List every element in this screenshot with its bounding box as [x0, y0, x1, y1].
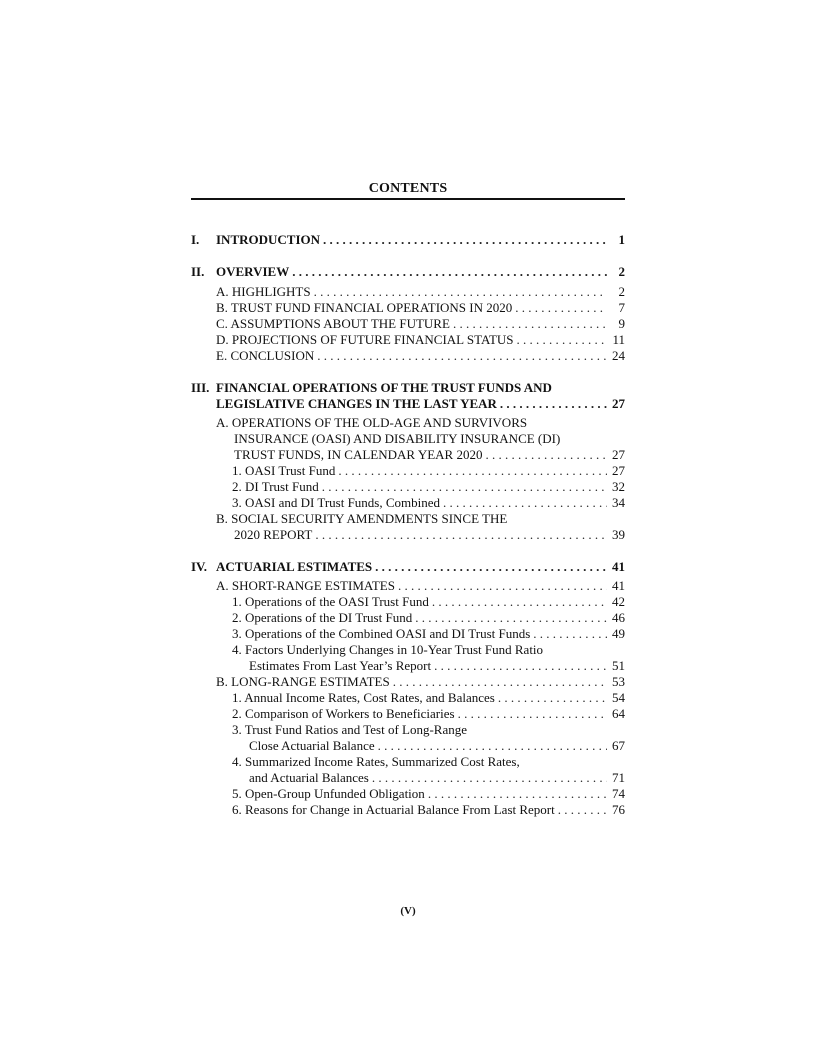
dot-leader: [322, 479, 607, 495]
dot-leader: [315, 527, 607, 543]
entry-title: 2. Comparison of Workers to Beneficiaries: [232, 706, 455, 721]
page-number: 2: [618, 264, 625, 279]
title-rule: [191, 198, 625, 200]
toc-entry-short-range-estimates[interactable]: [191, 578, 625, 594]
entry-title-continued: and Actuarial Balances: [249, 770, 369, 785]
page-number: 27: [612, 463, 625, 478]
page-number: 2: [618, 284, 625, 299]
entry-title: 3. Operations of the Combined OASI and DI Trust Funds: [232, 626, 531, 641]
dot-leader: [415, 610, 607, 626]
entry-title: 1. Annual Income Rates, Cost Rates, and Balances: [232, 690, 495, 705]
entry-title: INTRODUCTION: [216, 232, 321, 247]
toc-entry-reasons-for-change[interactable]: [191, 802, 625, 818]
toc-entry-oasi-operations[interactable]: [191, 594, 625, 610]
entry-title: 5. Open-Group Unfunded Obligation: [232, 786, 425, 801]
entry-title: 3. Trust Fund Ratios and Test of Long-Range: [232, 722, 468, 737]
toc-entry-factors-title[interactable]: [191, 642, 625, 658]
entry-title: B. TRUST FUND FINANCIAL OPERATIONS IN 2020: [216, 300, 513, 315]
entry-title: A. SHORT-RANGE ESTIMATES: [216, 578, 395, 593]
page-number: 42: [612, 594, 625, 609]
page-number: 49: [612, 626, 625, 641]
toc-entry-assumptions[interactable]: [191, 316, 625, 332]
page-number: 11: [612, 332, 625, 347]
entry-title: B. SOCIAL SECURITY AMENDMENTS SINCE THE: [216, 511, 508, 526]
dot-leader: [378, 738, 607, 754]
toc-entry-financial-operations-title[interactable]: [191, 380, 625, 396]
page-number: 32: [612, 479, 625, 494]
toc-entry-amendments[interactable]: [191, 527, 625, 543]
page-number: 27: [612, 447, 625, 462]
toc-entry-projections[interactable]: [191, 332, 625, 348]
dot-leader: [323, 232, 607, 248]
dot-leader: [375, 559, 607, 575]
entry-title: E. CONCLUSION: [216, 348, 315, 363]
toc-entry-financial-operations[interactable]: [191, 396, 625, 412]
dot-leader: [314, 284, 607, 300]
entry-title: 6. Reasons for Change in Actuarial Balance From Last Report: [232, 802, 555, 817]
dot-leader: [517, 332, 607, 348]
toc-entry-summarized-rates-title[interactable]: [191, 754, 625, 770]
dot-leader: [434, 658, 607, 674]
entry-title-continued: 2020 REPORT: [234, 527, 313, 542]
section-number: III.: [191, 380, 210, 395]
page-number: 51: [612, 658, 625, 673]
dot-leader: [292, 264, 607, 280]
toc-entry-oasi-di-combined[interactable]: [191, 495, 625, 511]
page-number: 41: [612, 578, 625, 593]
toc-entry-long-range-estimates[interactable]: [191, 674, 625, 690]
page-number: 39: [612, 527, 625, 542]
entry-title: 4. Summarized Income Rates, Summarized Cost Rates,: [232, 754, 520, 769]
page-number: 76: [612, 802, 625, 817]
toc-entry-di-operations[interactable]: [191, 610, 625, 626]
dot-leader: [498, 690, 607, 706]
dot-leader: [317, 348, 607, 364]
entry-title-continued: Estimates From Last Year’s Report: [249, 658, 432, 673]
entry-title: 1. OASI Trust Fund: [232, 463, 336, 478]
page-number: 34: [612, 495, 625, 510]
toc-entry-summarized-rates[interactable]: [191, 770, 625, 786]
entry-title: C. ASSUMPTIONS ABOUT THE FUTURE: [216, 316, 450, 331]
toc-entry-amendments-title[interactable]: [191, 511, 625, 527]
entry-title-continued: INSURANCE (OASI) AND DISABILITY INSURANCE (DI): [234, 431, 561, 446]
page-title: CONTENTS: [368, 181, 448, 196]
toc-entry-introduction[interactable]: [191, 232, 625, 248]
page-number: 9: [618, 316, 625, 331]
toc-entry-trust-fund-ratios[interactable]: [191, 738, 625, 754]
entry-title: A. HIGHLIGHTS: [216, 284, 311, 299]
dot-leader: [515, 300, 607, 316]
page-number: 64: [612, 706, 625, 721]
dot-leader: [432, 594, 607, 610]
entry-title: OVERVIEW: [216, 264, 290, 279]
entry-title-continued: LEGISLATIVE CHANGES IN THE LAST YEAR: [216, 396, 497, 411]
dot-leader: [443, 495, 607, 511]
toc-entry-di-trust-fund[interactable]: [191, 479, 625, 495]
section-number: II.: [191, 264, 205, 279]
section-number: I.: [191, 232, 200, 247]
toc-entry-overview[interactable]: [191, 264, 625, 280]
page-folio: (V): [400, 905, 416, 917]
page-number: 41: [612, 559, 625, 574]
toc-entry-annual-rates[interactable]: [191, 690, 625, 706]
toc-entry-trust-fund-ratios-title[interactable]: [191, 722, 625, 738]
entry-title-continued: Close Actuarial Balance: [249, 738, 375, 753]
dot-leader: [485, 447, 607, 463]
page-number: 54: [612, 690, 625, 705]
entry-title: 4. Factors Underlying Changes in 10-Year Trust Fund Ratio: [232, 642, 544, 657]
dot-leader: [398, 578, 607, 594]
dot-leader: [453, 316, 607, 332]
toc-entry-highlights[interactable]: [191, 284, 625, 300]
dot-leader: [533, 626, 607, 642]
toc-entry-workers-beneficiaries[interactable]: [191, 706, 625, 722]
page-number: 46: [612, 610, 625, 625]
entry-title: B. LONG-RANGE ESTIMATES: [216, 674, 390, 689]
toc-entry-trust-fund-operations-2020[interactable]: [191, 300, 625, 316]
dot-leader: [372, 770, 607, 786]
dot-leader: [338, 463, 607, 479]
section-number: IV.: [191, 559, 208, 574]
entry-title: D. PROJECTIONS OF FUTURE FINANCIAL STATUS: [216, 332, 514, 347]
toc-entry-oasi-trust-fund[interactable]: [191, 463, 625, 479]
toc-entry-combined-operations[interactable]: [191, 626, 625, 642]
toc-entry-actuarial-estimates[interactable]: [191, 559, 625, 575]
entry-title: 2. Operations of the DI Trust Fund: [232, 610, 413, 625]
entry-title: 2. DI Trust Fund: [232, 479, 319, 494]
toc-entry-factors[interactable]: [191, 658, 625, 674]
toc-entry-oasi-di-operations[interactable]: [191, 447, 625, 463]
page-number: 24: [612, 348, 625, 363]
entry-title: ACTUARIAL ESTIMATES: [216, 559, 373, 574]
page-number: 7: [618, 300, 625, 315]
page-number: 53: [612, 674, 625, 689]
toc-entry-oasi-di-operations-title[interactable]: [191, 415, 625, 431]
table-of-contents: [191, 228, 625, 818]
entry-title: FINANCIAL OPERATIONS OF THE TRUST FUNDS AND: [216, 380, 552, 395]
entry-title: 1. Operations of the OASI Trust Fund: [232, 594, 429, 609]
toc-entry-oasi-di-operations-line2[interactable]: [191, 431, 625, 447]
dot-leader: [458, 706, 607, 722]
page-number: 1: [618, 232, 625, 247]
entry-title-continued: TRUST FUNDS, IN CALENDAR YEAR 2020: [234, 447, 483, 462]
entry-title: 3. OASI and DI Trust Funds, Combined: [232, 495, 441, 510]
dot-leader: [428, 786, 607, 802]
toc-entry-conclusion[interactable]: [191, 348, 625, 364]
page-number: 71: [612, 770, 625, 785]
dot-leader: [393, 674, 607, 690]
dot-leader: [500, 396, 607, 412]
entry-title: A. OPERATIONS OF THE OLD-AGE AND SURVIVORS: [216, 415, 528, 430]
page-number: 27: [612, 396, 625, 411]
page-number: 67: [612, 738, 625, 753]
toc-entry-open-group-obligation[interactable]: [191, 786, 625, 802]
dot-leader: [558, 802, 607, 818]
page-number: 74: [612, 786, 625, 801]
